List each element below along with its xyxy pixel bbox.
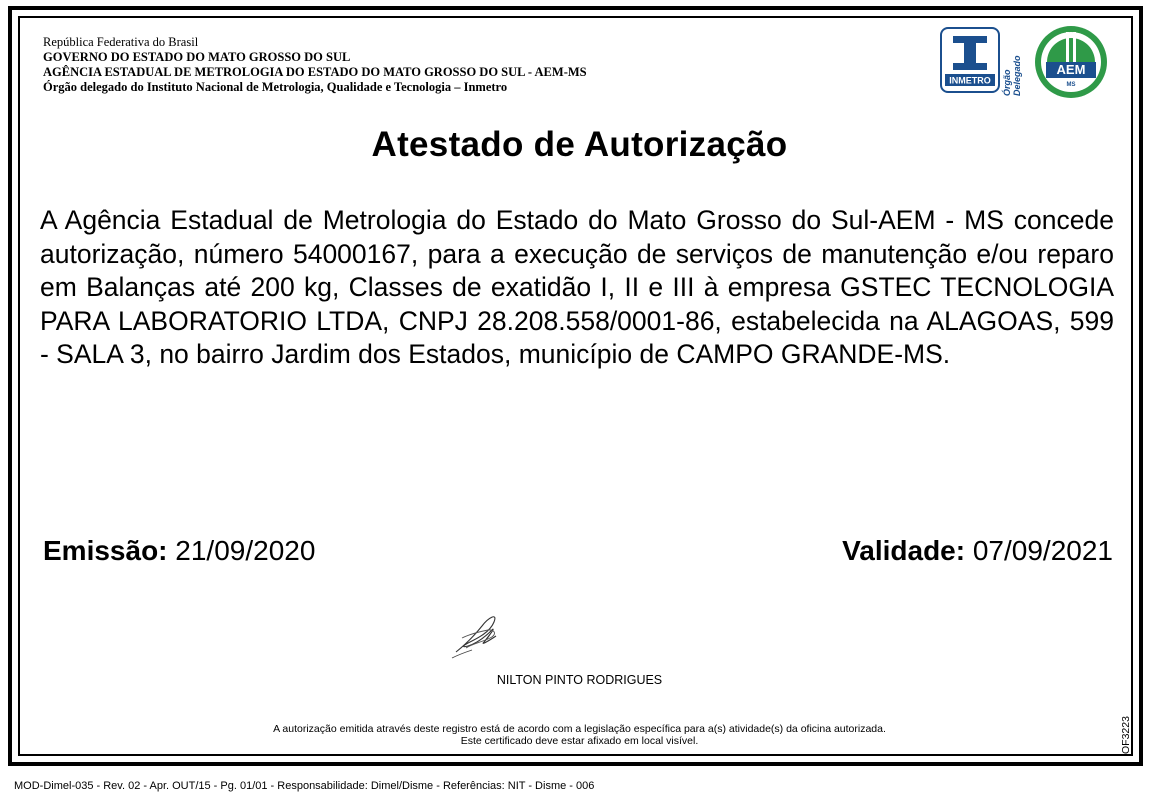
document-title: Atestado de Autorização bbox=[371, 125, 788, 164]
expiry-date-label: Validade: bbox=[842, 535, 966, 566]
issuer-header bbox=[43, 35, 587, 95]
aem-logo-subtext: MS bbox=[1066, 82, 1076, 88]
form-code: OF3223 bbox=[1120, 716, 1132, 754]
outer-border bbox=[8, 6, 1143, 766]
expiry-date-value: 07/09/2021 bbox=[972, 535, 1113, 566]
svg-text:Órgão: Órgão bbox=[1002, 69, 1012, 96]
delegado-vertical-text bbox=[1001, 55, 1022, 96]
legal-notice bbox=[0, 723, 1159, 747]
footer-reference: MOD-Dimel-035 - Rev. 02 - Apr. OUT/15 - Pg. 01/01 - Responsabilidade: Dimel/Disme - Referências: NIT - Disme - 006 bbox=[14, 780, 595, 792]
issue-date-label: Emissão: bbox=[43, 535, 168, 566]
signer-name: NILTON PINTO RODRIGUES bbox=[496, 673, 663, 687]
legal-notice-line-2: Este certificado deve estar afixado em local visível. bbox=[460, 735, 699, 747]
expiry-date bbox=[842, 535, 1113, 567]
issue-date-value: 21/09/2020 bbox=[175, 535, 316, 566]
legal-notice-line-1: A autorização emitida através deste registro está de acordo com a legislação específica para a(s) atividade(s) da oficina autorizada. bbox=[273, 723, 886, 735]
header-country: República Federativa do Brasil bbox=[43, 35, 199, 49]
inmetro-aem-logos bbox=[938, 24, 1110, 102]
header-government: GOVERNO DO ESTADO DO MATO GROSSO DO SUL bbox=[43, 50, 351, 64]
issue-date bbox=[43, 535, 315, 567]
inmetro-logo bbox=[941, 28, 999, 92]
aem-logo-text: AEM bbox=[1056, 62, 1086, 77]
header-delegation: Órgão delegado do Instituto Nacional de Metrologia, Qualidade e Tecnologia – Inmetro bbox=[43, 80, 508, 94]
aem-logo bbox=[1035, 26, 1107, 98]
signature-scribble bbox=[448, 608, 508, 660]
inmetro-logo-text: INMETRO bbox=[949, 75, 991, 86]
header-agency: AGÊNCIA ESTADUAL DE METROLOGIA DO ESTADO DO MATO GROSSO DO SUL - AEM-MS bbox=[43, 65, 587, 79]
svg-text:Delegado: Delegado bbox=[1012, 55, 1022, 96]
authorization-body: A Agência Estadual de Metrologia do Estado do Mato Grosso do Sul-AEM - MS concede autorização, número 54000167, para a execução de serviços de manutenção e/ou reparo em Balanças até 200 kg, Classes de exatidão I, II e III à empresa GSTEC TECNOLOGIA PARA LABORATORIO LTDA, CNPJ 28.208.558/0001-86, estabelecida na ALAGOAS, 599 - SALA 3, no bairro Jardim dos Estados, município de CAMPO GRANDE-MS. bbox=[40, 205, 1114, 370]
